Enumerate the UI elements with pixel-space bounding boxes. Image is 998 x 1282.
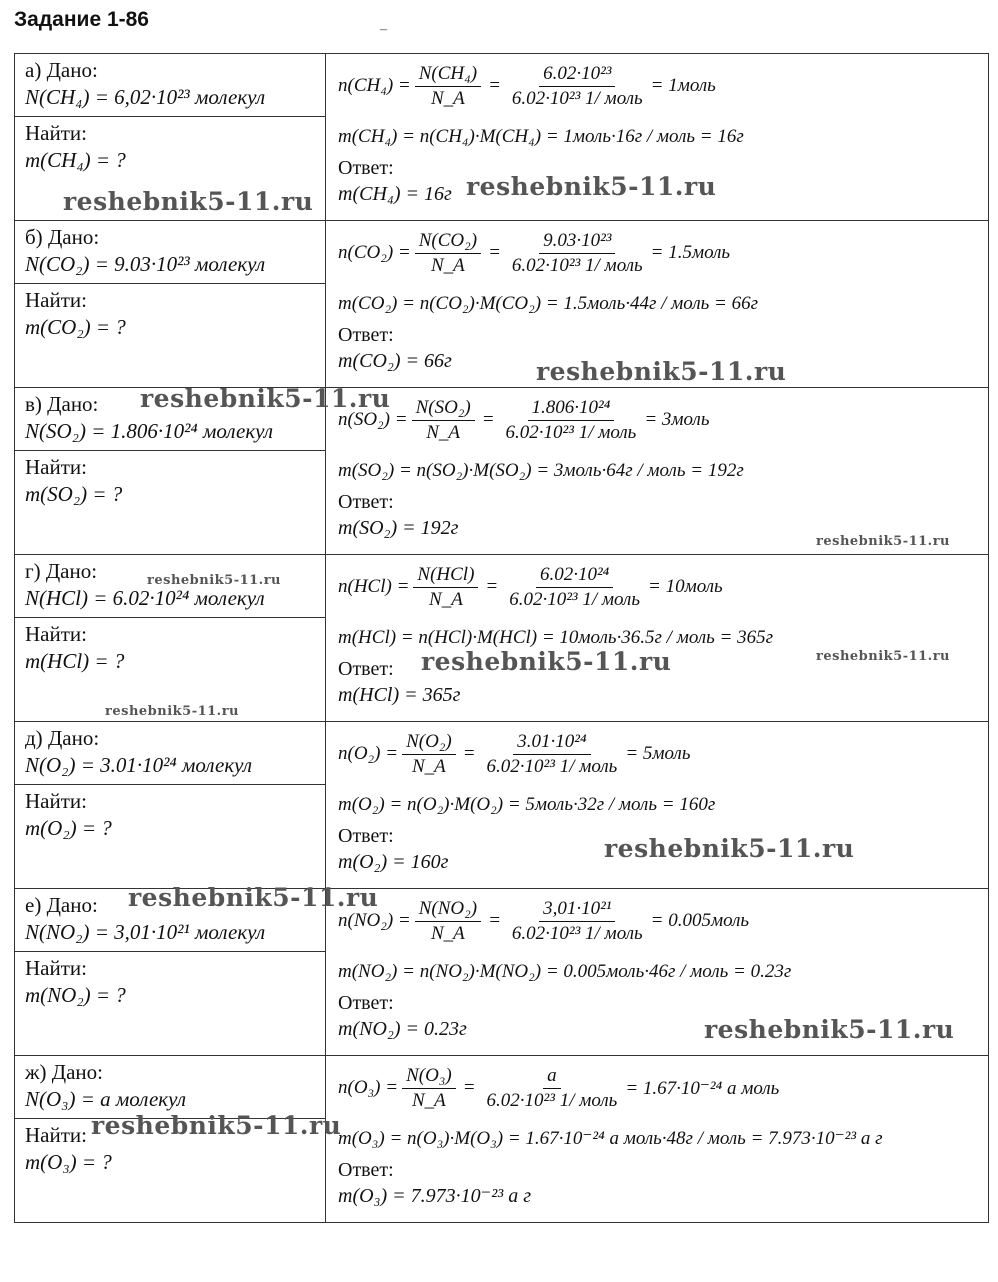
given-block bbox=[15, 221, 325, 284]
mass-equation: m(SO₂) = n(SO₂)·M(SO₂) = 3моль·64г / моль = 192г bbox=[338, 460, 744, 481]
find-block bbox=[15, 451, 325, 554]
fraction-numerator: 1.806·10²⁴ bbox=[528, 398, 615, 421]
fraction-denominator: 6.02·10²³ 1/ моль bbox=[511, 922, 643, 944]
answer-label: Ответ: bbox=[338, 157, 394, 179]
solution-cell bbox=[326, 388, 989, 555]
watermark: reshebnik5-11.ru bbox=[63, 187, 314, 216]
watermark: reshebnik5-11.ru bbox=[128, 883, 379, 912]
find-label: Найти: bbox=[25, 789, 87, 813]
moles-equation: n(O₂) = $\frac{\text{N(O₂)}}{N\_A}$ = $\frac{\text{3.01·10²⁴}}{\text{6.02·10²³ 1/ моль}}$ = 5моль bbox=[338, 730, 691, 777]
watermark: reshebnik5-11.ru bbox=[105, 704, 240, 719]
find-formula: m(O₂) = ? bbox=[25, 816, 112, 840]
given-block bbox=[15, 1056, 325, 1119]
fraction-definition bbox=[415, 231, 481, 276]
fraction-numerator: N(CO₂) bbox=[415, 231, 481, 254]
fraction-definition bbox=[415, 899, 481, 944]
fraction-denominator: 6.02·10²³ 1/ моль bbox=[486, 755, 618, 777]
given-label: Дано: bbox=[47, 225, 100, 249]
answer-label: Ответ: bbox=[338, 324, 394, 346]
answer-label: Ответ: bbox=[338, 658, 394, 680]
answer-label: Ответ: bbox=[338, 825, 394, 847]
mass-equation: m(CO₂) = n(CO₂)·M(CO₂) = 1.5моль·44г / моль = 66г bbox=[338, 293, 758, 314]
answer-value: m(CH₄) = 16г bbox=[338, 183, 452, 205]
find-label: Найти: bbox=[25, 288, 87, 312]
given-formula: N(NO₂) = 3,01·10²¹ молекул bbox=[25, 920, 266, 944]
find-block bbox=[15, 952, 325, 1055]
fraction-values bbox=[502, 398, 641, 443]
fraction-definition bbox=[402, 732, 456, 777]
moles-lhs: n(O₃) = bbox=[338, 1077, 399, 1098]
fraction-denominator: N_A bbox=[429, 588, 463, 610]
answer-value: m(O₃) = 7.973·10⁻²³ a г bbox=[338, 1185, 532, 1207]
solution-cell bbox=[326, 221, 989, 388]
find-block bbox=[15, 284, 325, 387]
fraction-definition bbox=[402, 1066, 456, 1111]
moles-equation: n(CH₄) = $\frac{\text{N(CH₄)}}{N\_A}$ = $\frac{\text{6.02·10²³}}{\text{6.02·10²³ 1/ моль}}$ = 1моль bbox=[338, 62, 716, 109]
given-label: Дано: bbox=[47, 392, 99, 416]
find-formula: m(NO₂) = ? bbox=[25, 983, 126, 1007]
given-find-cell bbox=[15, 221, 326, 388]
moles-equation: n(CO₂) = $\frac{\text{N(CO₂)}}{N\_A}$ = $\frac{\text{9.03·10²³}}{\text{6.02·10²³ 1/ моль}}$ = 1.5моль bbox=[338, 229, 731, 276]
answer-label: Ответ: bbox=[338, 1159, 394, 1181]
solution-cell bbox=[326, 889, 989, 1056]
given-formula: N(CH₄) = 6,02·10²³ молекул bbox=[25, 85, 266, 109]
moles-result: = 1моль bbox=[650, 75, 716, 96]
fraction-numerator: 6.02·10²⁴ bbox=[536, 565, 613, 588]
answer-label: Ответ: bbox=[338, 992, 394, 1014]
find-formula: m(HCl) = ? bbox=[25, 649, 125, 673]
moles-lhs: n(SO₂) = bbox=[338, 409, 408, 430]
given-find-cell bbox=[15, 54, 326, 221]
fraction-denominator: N_A bbox=[412, 755, 446, 777]
answer-value: m(O₂) = 160г bbox=[338, 851, 449, 873]
task-letter: е) bbox=[25, 893, 42, 917]
watermark: reshebnik5-11.ru bbox=[147, 573, 282, 588]
find-block bbox=[15, 785, 325, 888]
watermark: reshebnik5-11.ru bbox=[421, 647, 672, 676]
fraction-definition bbox=[415, 64, 481, 109]
fraction-numerator: 3.01·10²⁴ bbox=[513, 732, 590, 755]
fraction-values bbox=[483, 1066, 622, 1111]
mass-equation: m(NO₂) = n(NO₂)·M(NO₂) = 0.005моль·46г / моль = 0.23г bbox=[338, 961, 792, 982]
given-label: Дано: bbox=[47, 726, 100, 750]
moles-lhs: n(O₂) = bbox=[338, 743, 399, 764]
find-formula: m(O₃) = ? bbox=[25, 1150, 112, 1174]
find-formula: m(SO₂) = ? bbox=[25, 482, 123, 506]
answer-value: m(SO₂) = 192г bbox=[338, 517, 459, 539]
moles-equation: n(HCl) = $\frac{\text{N(HCl)}}{N\_A}$ = $\frac{\text{6.02·10²⁴}}{\text{6.02·10²³ 1/ моль}}$ = 10моль bbox=[338, 563, 723, 610]
find-block bbox=[15, 117, 325, 220]
watermark: reshebnik5-11.ru bbox=[604, 834, 855, 863]
task-letter: г) bbox=[25, 559, 41, 583]
fraction-numerator: 9.03·10²³ bbox=[539, 231, 615, 254]
task-row bbox=[15, 388, 989, 555]
task-letter: в) bbox=[25, 392, 42, 416]
fraction-numerator: N(CH₄) bbox=[415, 64, 481, 87]
solution-cell bbox=[326, 54, 989, 221]
given-block bbox=[15, 384, 391, 451]
given-formula: N(O₃) = a молекул bbox=[25, 1087, 186, 1111]
task-letter: б) bbox=[25, 225, 43, 249]
fraction-numerator: a bbox=[543, 1066, 561, 1089]
mass-equation: m(O₃) = n(O₃)·M(O₃) = 1.67·10⁻²⁴ a моль·48г / моль = 7.973·10⁻²³ a г bbox=[338, 1128, 883, 1149]
given-block bbox=[15, 555, 325, 618]
watermark: reshebnik5-11.ru bbox=[816, 649, 951, 664]
given-label: Дано: bbox=[46, 893, 98, 917]
fraction-values bbox=[508, 64, 647, 109]
solution-cell bbox=[326, 722, 989, 889]
given-label: Дано: bbox=[46, 58, 98, 82]
given-formula: N(CO₂) = 9.03·10²³ молекул bbox=[25, 252, 266, 276]
find-label: Найти: bbox=[25, 455, 87, 479]
fraction-denominator: 6.02·10²³ 1/ моль bbox=[511, 87, 643, 109]
mass-equation: m(O₂) = n(O₂)·M(O₂) = 5моль·32г / моль = 160г bbox=[338, 794, 716, 815]
watermark: reshebnik5-11.ru bbox=[466, 172, 717, 201]
moles-result: = 5моль bbox=[625, 743, 691, 764]
given-find-cell bbox=[15, 1056, 342, 1223]
find-label: Найти: bbox=[25, 121, 87, 145]
moles-result: = 1.67·10⁻²⁴ a моль bbox=[625, 1077, 780, 1099]
fraction-values bbox=[508, 899, 647, 944]
watermark: reshebnik5-11.ru bbox=[536, 357, 787, 386]
find-formula: m(CO₂) = ? bbox=[25, 315, 126, 339]
given-find-cell bbox=[15, 722, 326, 889]
fraction-values bbox=[505, 565, 644, 610]
task-row bbox=[15, 555, 989, 722]
task-row bbox=[15, 54, 989, 221]
page-title: Задание 1-86 bbox=[14, 8, 149, 31]
given-block bbox=[15, 54, 325, 117]
fraction-numerator: N(SO₂) bbox=[412, 398, 475, 421]
moles-result: = 1.5моль bbox=[650, 242, 731, 263]
fraction-numerator: 6.02·10²³ bbox=[539, 64, 615, 87]
header-dash: – bbox=[380, 22, 387, 37]
mass-equation: m(CH₄) = n(CH₄)·M(CH₄) = 1моль·16г / моль = 16г bbox=[338, 126, 744, 147]
tasks-table bbox=[14, 53, 989, 1223]
watermark: reshebnik5-11.ru bbox=[91, 1111, 342, 1140]
given-label: Дано: bbox=[51, 1060, 103, 1084]
fraction-numerator: 3,01·10²¹ bbox=[539, 899, 615, 922]
moles-result: = 0.005моль bbox=[650, 910, 750, 931]
moles-lhs: n(NO₂) = bbox=[338, 910, 411, 931]
moles-result: = 10моль bbox=[648, 576, 723, 597]
answer-label: Ответ: bbox=[338, 491, 394, 513]
fraction-numerator: N(O₃) bbox=[402, 1066, 456, 1089]
given-block bbox=[15, 883, 379, 952]
find-label: Найти: bbox=[25, 622, 87, 646]
fraction-denominator: 6.02·10²³ 1/ моль bbox=[511, 254, 643, 276]
moles-lhs: n(CO₂) = bbox=[338, 242, 411, 263]
moles-equation: n(NO₂) = $\frac{\text{N(NO₂)}}{N\_A}$ = $\frac{\text{3,01·10²¹}}{\text{6.02·10²³ 1/ моль}}$ = 0.005моль bbox=[338, 897, 750, 944]
mass-equation: m(HCl) = n(HCl)·M(HCl) = 10моль·36.5г / моль = 365г bbox=[338, 627, 774, 648]
watermark: reshebnik5-11.ru bbox=[140, 384, 391, 413]
watermark: reshebnik5-11.ru bbox=[704, 1015, 955, 1044]
moles-lhs: n(CH₄) = bbox=[338, 75, 411, 96]
fraction-definition bbox=[413, 565, 478, 610]
fraction-numerator: N(NO₂) bbox=[415, 899, 481, 922]
answer-value: m(NO₂) = 0.23г bbox=[338, 1018, 467, 1040]
given-formula: N(SO₂) = 1.806·10²⁴ молекул bbox=[25, 419, 274, 443]
given-label: Дано: bbox=[45, 559, 98, 583]
find-block bbox=[15, 1111, 342, 1222]
given-formula: N(O₂) = 3.01·10²⁴ молекул bbox=[25, 753, 253, 777]
task-row bbox=[15, 889, 989, 1056]
fraction-denominator: N_A bbox=[431, 254, 465, 276]
watermark: reshebnik5-11.ru bbox=[816, 534, 951, 549]
solution-cell bbox=[326, 555, 989, 722]
moles-result: = 3моль bbox=[644, 409, 710, 430]
task-letter: ж) bbox=[25, 1060, 47, 1084]
fraction-numerator: N(O₂) bbox=[402, 732, 456, 755]
fraction-values bbox=[483, 732, 622, 777]
answer-value: m(HCl) = 365г bbox=[338, 684, 461, 706]
task-row bbox=[15, 1056, 989, 1223]
fraction-definition bbox=[412, 398, 475, 443]
moles-equation: n(O₃) = $\frac{\text{N(O₃)}}{N\_A}$ = $\frac{a}{\text{6.02·10²³ 1/ моль}}$ = 1.67·10⁻²⁴ a моль bbox=[338, 1064, 780, 1111]
task-letter: а) bbox=[25, 58, 42, 82]
answer-value: m(CO₂) = 66г bbox=[338, 350, 452, 372]
fraction-numerator: N(HCl) bbox=[413, 565, 478, 588]
task-row bbox=[15, 221, 989, 388]
moles-lhs: n(HCl) = bbox=[338, 576, 410, 597]
given-formula: N(HCl) = 6.02·10²⁴ молекул bbox=[25, 586, 265, 610]
find-formula: m(CH₄) = ? bbox=[25, 148, 126, 172]
solution-cell bbox=[326, 1056, 989, 1223]
fraction-denominator: N_A bbox=[426, 421, 461, 443]
find-label: Найти: bbox=[25, 956, 87, 980]
fraction-values bbox=[508, 231, 647, 276]
find-label: Найти: bbox=[25, 1123, 87, 1147]
task-row bbox=[15, 722, 989, 889]
fraction-denominator: 6.02·10²³ 1/ моль bbox=[505, 421, 637, 443]
find-block bbox=[15, 618, 325, 721]
fraction-denominator: N_A bbox=[431, 922, 465, 944]
fraction-denominator: N_A bbox=[412, 1089, 446, 1111]
moles-equation: n(SO₂) = $\frac{\text{N(SO₂)}}{N\_A}$ = $\frac{\text{1.806·10²⁴}}{\text{6.02·10²³ 1/ моль}}$ = 3моль bbox=[338, 396, 710, 443]
fraction-denominator: 6.02·10²³ 1/ моль bbox=[509, 588, 640, 610]
fraction-denominator: 6.02·10²³ 1/ моль bbox=[486, 1089, 618, 1111]
task-letter: д) bbox=[25, 726, 43, 750]
given-block bbox=[15, 722, 325, 785]
given-find-cell bbox=[15, 555, 326, 722]
fraction-denominator: N_A bbox=[431, 87, 465, 109]
